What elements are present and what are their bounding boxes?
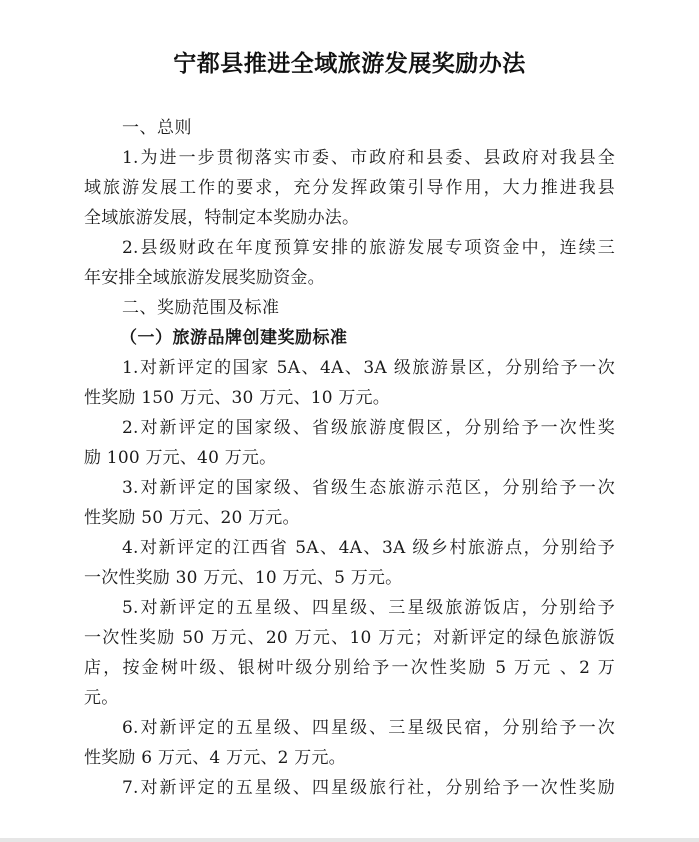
section-heading-general: 一、总则 xyxy=(122,118,192,138)
list-item-line: 店，按金树叶级、银树叶级分别给予一次性奖励 5 万元 、2 万 xyxy=(84,658,615,678)
paragraph-line: 域旅游发展工作的要求，充分发挥政策引导作用，大力推进我县 xyxy=(84,178,615,198)
page-bottom-edge xyxy=(0,838,699,842)
paragraph-line: 2.县级财政在年度预算安排的旅游发展专项资金中，连续三 xyxy=(122,238,615,258)
list-item-line: 7.对新评定的五星级、四星级旅行社，分别给予一次性奖励 xyxy=(122,778,615,798)
list-item-line: 1.对新评定的国家 5A、4A、3A 级旅游景区，分别给予一次 xyxy=(122,358,615,378)
list-item-line: 5.对新评定的五星级、四星级、三星级旅游饭店，分别给予 xyxy=(122,598,615,618)
list-item-line: 3.对新评定的国家级、省级生态旅游示范区，分别给予一次 xyxy=(122,478,615,498)
list-item-line: 4.对新评定的江西省 5A、4A、3A 级乡村旅游点，分别给予 xyxy=(122,538,615,558)
list-item-line: 励 100 万元、40 万元。 xyxy=(84,448,277,468)
paragraph-line: 年安排全域旅游发展奖励资金。 xyxy=(84,268,325,288)
document-title: 宁都县推进全域旅游发展奖励办法 xyxy=(173,51,526,77)
subsection-heading-brand: （一）旅游品牌创建奖励标准 xyxy=(120,328,348,348)
paragraph-line: 1.为进一步贯彻落实市委、市政府和县委、县政府对我县全 xyxy=(122,148,615,168)
list-item-line: 2.对新评定的国家级、省级旅游度假区，分别给予一次性奖 xyxy=(122,418,615,438)
list-item-line: 一次性奖励 30 万元、10 万元、5 万元。 xyxy=(84,568,403,588)
list-item-line: 元。 xyxy=(84,688,119,708)
paragraph-line: 全域旅游发展，特制定本奖励办法。 xyxy=(84,208,360,228)
list-item-line: 性奖励 50 万元、20 万元。 xyxy=(84,508,300,528)
list-item-line: 6.对新评定的五星级、四星级、三星级民宿，分别给予一次 xyxy=(122,718,615,738)
list-item-line: 一次性奖励 50 万元、20 万元、10 万元；对新评定的绿色旅游饭 xyxy=(84,628,615,648)
list-item-line: 性奖励 150 万元、30 万元、10 万元。 xyxy=(84,388,390,408)
section-heading-scope: 二、奖励范围及标准 xyxy=(122,298,280,318)
list-item-line: 性奖励 6 万元、4 万元、2 万元。 xyxy=(84,748,346,768)
